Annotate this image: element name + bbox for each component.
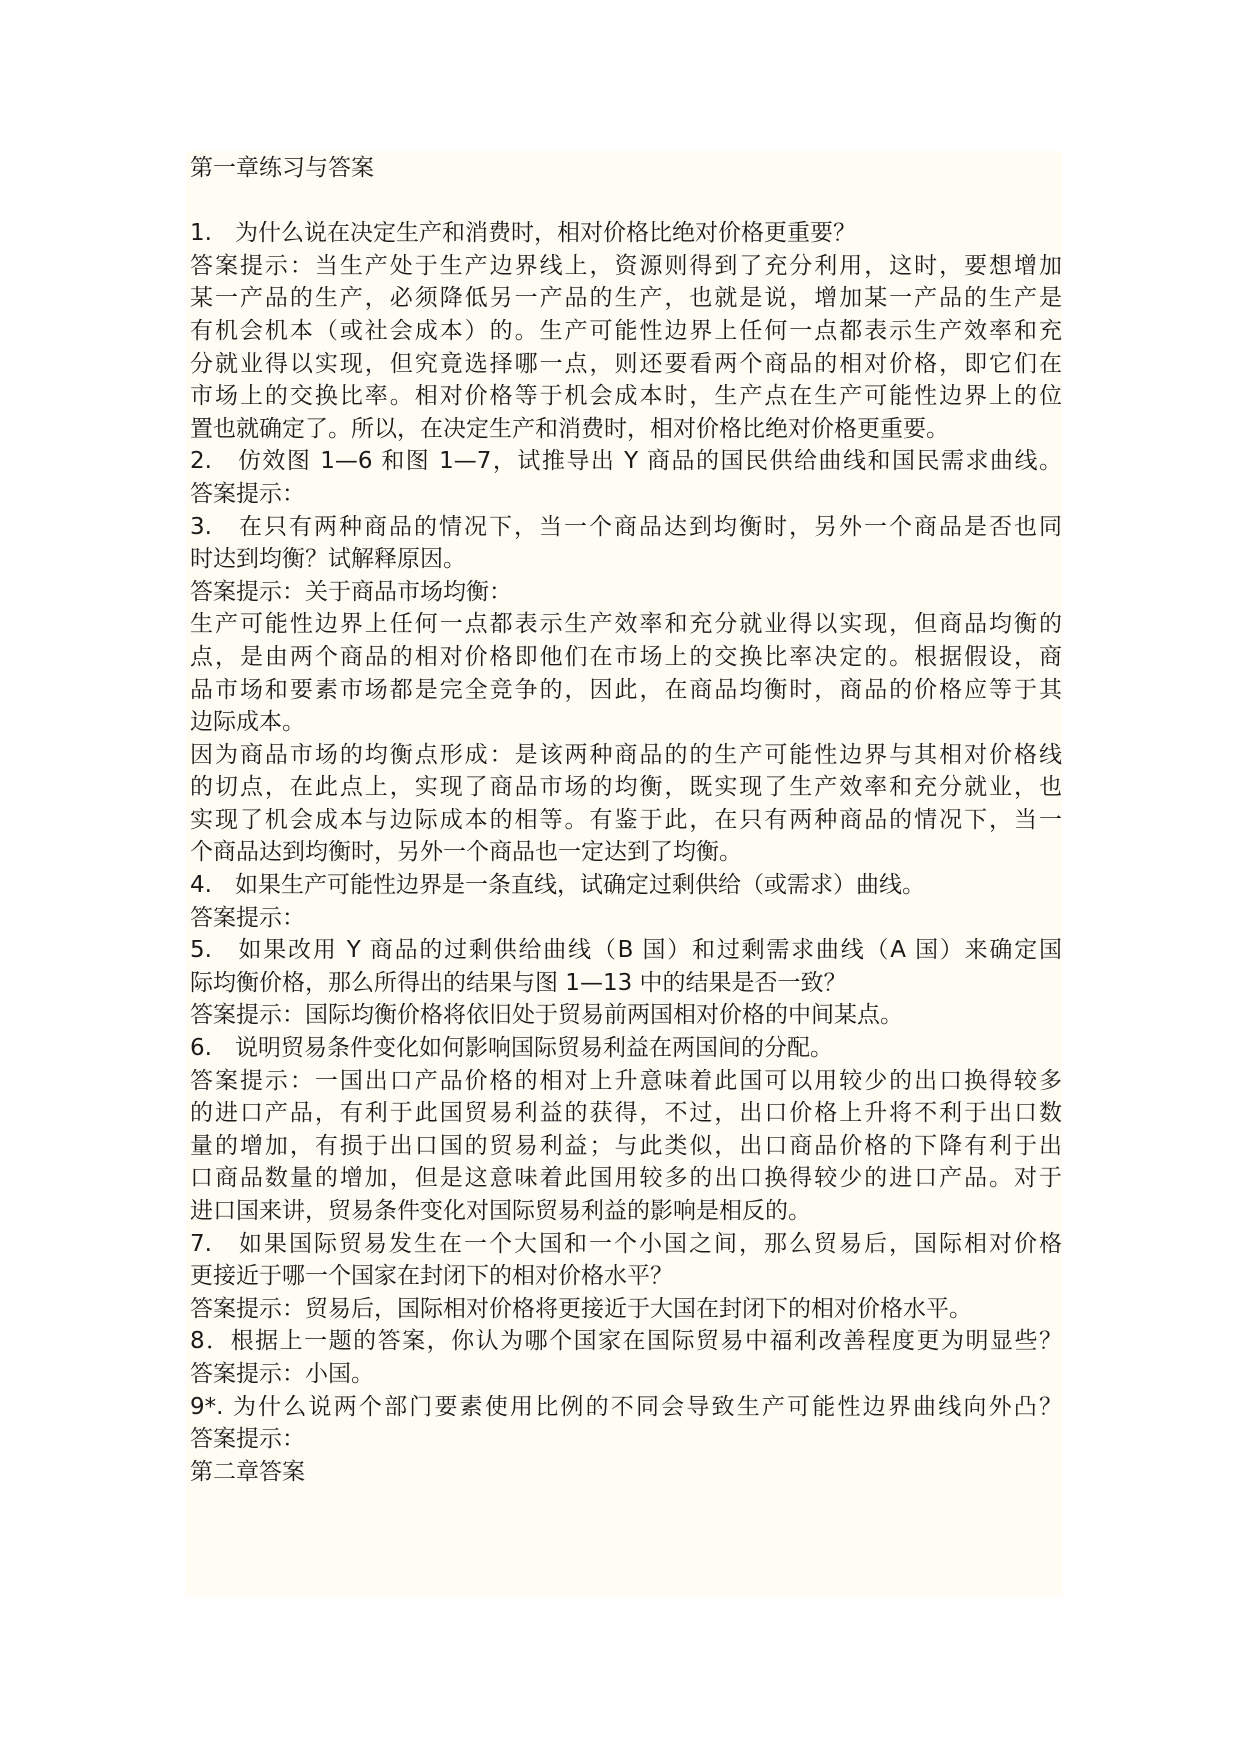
text-line: 5. 如果改用 Y 商品的过剩供给曲线（B 国）和过剩需求曲线（A 国）来确定国	[190, 937, 1062, 964]
text-line: 4. 如果生产可能性边界是一条直线，试确定过剩供给（或需求）曲线。	[190, 872, 925, 899]
text-line: 答案提示：	[190, 480, 305, 507]
text-line: 答案提示：关于商品市场均衡：	[190, 578, 512, 605]
document-body	[190, 152, 1062, 1488]
text-line: 实现了机会成本与边际成本的相等。有鉴于此，在只有两种商品的情况下，当一	[190, 806, 1062, 833]
text-line: 生产可能性边界上任何一点都表示生产效率和充分就业得以实现，但商品均衡的	[190, 611, 1062, 638]
text-line: 9*. 为什么说两个部门要素使用比例的不同会导致生产可能性边界曲线向外凸？	[190, 1393, 1062, 1420]
text-line: 答案提示：当生产处于生产边界线上，资源则得到了充分利用，这时，要想增加	[190, 252, 1062, 279]
text-line: 答案提示：一国出口产品价格的相对上升意味着此国可以用较少的出口换得较多	[190, 1067, 1062, 1094]
text-line: 市场上的交换比率。相对价格等于机会成本时，生产点在生产可能性边界上的位	[190, 383, 1062, 410]
text-line: 2. 仿效图 1—6 和图 1—7，试推导出 Y 商品的国民供给曲线和国民需求曲线。	[190, 448, 1062, 475]
blank-line	[190, 185, 1062, 218]
text-line: 时达到均衡？试解释原因。	[190, 546, 466, 573]
text-line: 个商品达到均衡时，另外一个商品也一定达到了均衡。	[190, 839, 742, 866]
text-line: 7. 如果国际贸易发生在一个大国和一个小国之间，那么贸易后，国际相对价格	[190, 1230, 1062, 1257]
text-line: 的切点，在此点上，实现了商品市场的均衡，既实现了生产效率和充分就业，也	[190, 774, 1062, 801]
text-line: 品市场和要素市场都是完全竞争的，因此，在商品均衡时，商品的价格应等于其	[190, 676, 1062, 703]
text-line: 际均衡价格，那么所得出的结果与图 1—13 中的结果是否一致？	[190, 969, 847, 996]
text-line: 点，是由两个商品的相对价格即他们在市场上的交换比率决定的。根据假设，商	[190, 643, 1062, 670]
text-line: 答案提示：贸易后，国际相对价格将更接近于大国在封闭下的相对价格水平。	[190, 1295, 972, 1322]
text-line: 因为商品市场的均衡点形成：是该两种商品的的生产可能性边界与其相对价格线	[190, 741, 1062, 768]
text-line: 分就业得以实现，但究竟选择哪一点，则还要看两个商品的相对价格，即它们在	[190, 350, 1062, 377]
text-line: 量的增加，有损于出口国的贸易利益；与此类似，出口商品价格的下降有利于出	[190, 1132, 1062, 1159]
text-line: 6. 说明贸易条件变化如何影响国际贸易利益在两国间的分配。	[190, 1035, 833, 1062]
text-line: 进口国来讲，贸易条件变化对国际贸易利益的影响是相反的。	[190, 1198, 811, 1224]
text-line: 某一产品的生产，必须降低另一产品的生产，也就是说，增加某一产品的生产是	[190, 285, 1062, 312]
text-line: 有机会机本（或社会成本）的。生产可能性边界上任何一点都表示生产效率和充	[190, 317, 1062, 344]
text-line: 3. 在只有两种商品的情况下，当一个商品达到均衡时，另外一个商品是否也同	[190, 513, 1062, 540]
text-line: 答案提示：小国。	[190, 1360, 374, 1387]
question-answer-list	[190, 217, 1062, 1456]
text-line: 1. 为什么说在决定生产和消费时，相对价格比绝对价格更重要？	[190, 220, 856, 247]
text-line: 答案提示：国际均衡价格将依旧处于贸易前两国相对价格的中间某点。	[190, 1002, 903, 1029]
text-line: 口商品数量的增加，但是这意味着此国用较多的出口换得较少的进口产品。对于	[190, 1165, 1062, 1192]
text-line: 答案提示：	[190, 904, 305, 931]
next-chapter-heading: 第二章答案	[190, 1458, 305, 1485]
text-line: 更接近于哪一个国家在封闭下的相对价格水平？	[190, 1263, 673, 1290]
text-line: 答案提示：	[190, 1426, 305, 1453]
text-line: 边际成本。	[190, 709, 305, 736]
document-title: 第一章练习与答案	[190, 155, 374, 181]
text-line: 置也就确定了。所以，在决定生产和消费时，相对价格比绝对价格更重要。	[190, 415, 949, 442]
text-line: 的进口产品，有利于此国贸易利益的获得，不过，出口价格上升将不利于出口数	[190, 1100, 1062, 1127]
text-line: 8．根据上一题的答案，你认为哪个国家在国际贸易中福利改善程度更为明显些？	[190, 1328, 1062, 1355]
